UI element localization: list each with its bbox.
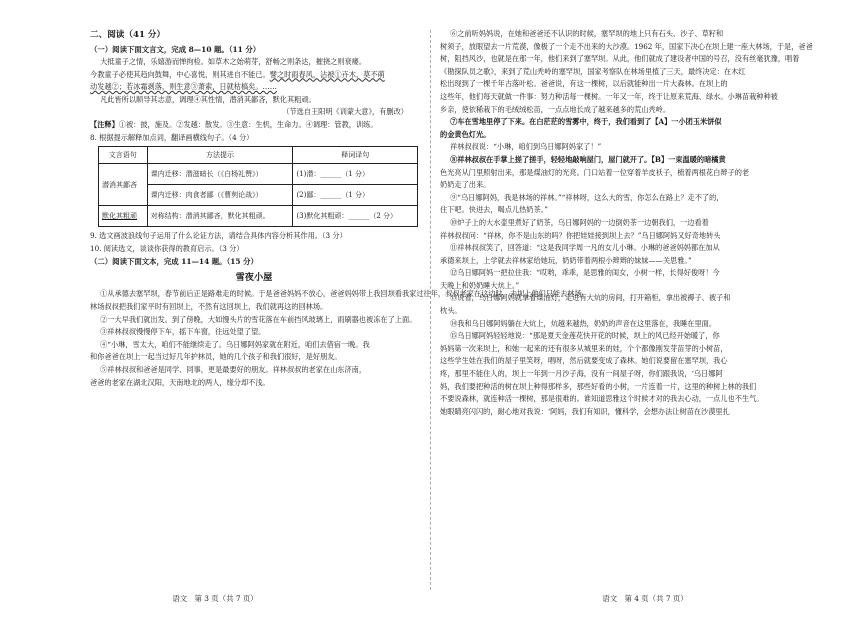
story-line: ⑪祥林叔叔笑了，回答道：“这是我同学周一凡的女儿小琳。小琳的爸爸妈妈都在加从 [450, 243, 720, 253]
table-cell-hint: 对称结构：潜消其鄙吝，默化其粗顽。 [147, 206, 293, 227]
story-line: 疼，那里不能住人的，坝上一年到一月沙子海，没有一间屋子呀，你们跟我说，‘乌日娜阿 [440, 369, 723, 379]
part2-heading: （二）阅读下面文本，完成 11—14 题。（15 分） [90, 257, 258, 267]
story-line: 祥林叔叔说：“小琳，咱们到乌日娜阿妈家了！” [450, 142, 602, 152]
story-paragraph: ④“小琳，雪太大，咱们不能继续走了。乌日娜阿妈家就在附近，咱们去借宿一晚。我 [100, 339, 370, 349]
page-footer: 语文 第 3 页（共 7 页） [172, 594, 258, 603]
table-cell-hint: 课内迁移：潜滋暗长（《白杨礼赞》） [147, 164, 293, 185]
classical-line: 今教童子必使其趋向鼓舞，中心喜悦，则其进自不能已。譬之时雨春风，沾被①卉木，莫不萌 [90, 69, 385, 79]
table-cell-hint: 课内迁移：肉食者鄙（《曹刿论战》） [147, 185, 293, 206]
story-line: 树，阻挡风沙，也就是在那一年，他们来到了塞罕坝。从此，他们就成了建设者中国的号召，没有丝毫犹豫，唱着 [440, 54, 800, 64]
classical-line [90, 94, 418, 107]
question-10: 10. 阅读选文，谈谈你获得的教育启示。（3 分） [90, 243, 244, 253]
story-line: 树须子，放眼望去一片荒漠，像极了一个走不出来的大沙漠。1962 年，国家下决心在坝上建一座大林场，于是，爸爸 [440, 41, 813, 51]
answer-table [98, 146, 418, 227]
story-line: 祥林叔叔问：“祥林，你不是山东的吗？你把娃娃接到坝上去？”乌日娜阿妈又好奇地转头 [440, 230, 721, 240]
table-cell-phrase: 默化其粗顽 [99, 206, 148, 227]
story-line: 乡亲，使依稀栽下的毛绒绒松苗，一点点地长成了越来越多的荒山秃岭。 [440, 104, 671, 114]
story-line: ⑭我和乌日娜阿妈躺在大炕上，炕越来越热，奶奶的声音在这里落在，我睡在里面。 [450, 318, 717, 328]
story-line: 这些学生娃在我们的屋子里笑呀，唱呀，然后就要变成了森林。她们说要留在塞罕坝，我心 [440, 356, 728, 366]
story-paragraph: ①从承德去塞罕坝，春节前后正是路难走的时候。于是爸爸妈妈不放心，爸爸妈妈带上我回坝看我家过往年，叔叔老家在这边时，去坝上他们只能去林场。 [100, 289, 589, 299]
page-footer: 语文 第 4 页（共 7 页） [602, 594, 688, 603]
table-cell-phrase: 潜消其鄙吝 [99, 164, 148, 206]
story-line: 枕头。 [440, 306, 462, 316]
classical-line-5: 凡此皆所以顺导其志意，调理④其性情，潜消其鄙吝，默化其粗顽。 [100, 94, 316, 104]
table-header: 文言语句 [99, 147, 148, 164]
table-cell-answer[interactable]: (2)鄙：______（1 分） [293, 185, 418, 206]
story-line: ⑫乌日娜阿妈一把拉住我：“哎哟，乖乖，是思雅的闺女，小树一样，长得好俊呀！今 [450, 268, 720, 278]
story-line: 妈，我们要把种活的树在坝上种得那样多，那些好看的小树，一片连着一片，这里的种树上林的我们 [440, 381, 757, 391]
table-cell-answer[interactable]: (3)默化其粗顽：______（2 分） [293, 206, 418, 227]
story-line: ⑬说着，乌日娜阿妈就拿着煤油灯，走进有大炕的房间，打开箱柜，拿出被褥子、被子和 [450, 293, 731, 303]
section-heading: 二、阅读（41 分） [90, 30, 166, 40]
source-citation: （节选自王阳明《训蒙大意》，有删改） [282, 107, 408, 117]
story-line: 色光亮从门里照射出来，那是煤油灯的光亮。门口站着一位穿着羊皮袄子，梳着两根花白辫子的老 [440, 167, 750, 177]
story-line: 承德来坝上，上学就去祥林家给她玩，奶奶带着两根小辫辫的妹妹——关思雅。” [440, 255, 692, 265]
classical-line: 大抵童子之情，乐嬉游而惮拘检。如草木之始萌芽，舒畅之则条达，摧挠之则衰痿。 [100, 57, 367, 66]
notes: 【注释】①被：披，施及。②发越：散发。③生意：生机，生命力。④调理：管教，训练。 [90, 119, 378, 129]
story-line: 不要说森林，就连种活一棵树，那是很难的。谁知道思雅这个时候才对的我去心动，一点儿也不生气。 [440, 394, 764, 404]
story-paragraph: ③祥林叔叔慢慢停下车，摇下车窗，往远处望了望。 [100, 327, 266, 337]
story-title: 雪夜小屋 [235, 272, 273, 284]
table-header: 释词译句 [293, 147, 418, 164]
story-line: 这些年，他们每天就做一件事：努力种活每一棵树。一年又一年，终于让原来荒海、绿水。小琳苗栽种种被 [440, 91, 778, 101]
story-paragraph: 林场叔叔把我们家平时有回坝上，不然有这回坝上，我们就再这的回林场。 [90, 301, 328, 311]
question-9: 9. 选文画波浪线句子运用了什么论证方法，请结合具体内容分析其作用。（3 分） [90, 231, 347, 241]
story-line: 她眼睛亮闪闪的，耐心地对我说：‘阿妈，我们有知识，懂科学，会想办法让树苗在沙漠里扎 [440, 406, 730, 416]
story-paragraph: ⑤祥林叔叔和爸爸是同学、同事，更是最要好的朋友。祥林叔叔的老家在山东济南， [100, 364, 367, 374]
story-line: 奶奶走了出来。 [440, 180, 491, 190]
story-paragraph: 和你爸爸在坝上一起当过好几年护林员，她的几个孩子和我们很好，是好朋友。 [90, 352, 342, 362]
story-paragraph: 爸爸的老家在湖北汉阳，天南地北的两人，缘分却不浅。 [90, 377, 270, 387]
story-paragraph: ②一大早我们就出发。到了傍晚，大如馒头片的雪花落在车前挡风玻璃上，雨刷器也被冻在了上面。 [100, 314, 417, 324]
story-line: ⑨“乌日娜阿妈，我是林场的祥林。”“祥林呀，这么大的雪，你怎么在路上？走不了的， [450, 192, 724, 202]
question-8: 8. 根据提示解释加点词，翻译画横线句子。（4 分） [90, 132, 254, 142]
right-page [430, 0, 860, 624]
part1-heading: （一）阅读下面文言文，完成 8—10 题。（11 分） [90, 45, 261, 54]
story-line-a: ⑦车在雪地里停了下来。在白茫茫的雪雾中，终于，我们看到了【A】一小团玉米饼似 [450, 117, 722, 127]
story-line: 天晚上和奶奶睡大炕上。” [440, 280, 520, 290]
story-line: 妈妈第一次来坝上，和她一起来的还有很多从城里来的娃，个个都像刚发芽苗芽的小树苗， [440, 343, 728, 353]
table-header: 方法提示 [147, 147, 293, 164]
story-line: ⑥之前听妈妈说，在她和爸爸还不认识的时候，塞罕坝的地上只有石头、沙子、草籽和 [450, 29, 724, 38]
story-line: ⑮乌日娜阿妈轻轻地说：“那是夏天金莲花快开花的时候，坝上的风已经开始暖了，你 [450, 331, 720, 341]
story-line: 松出现到了一棵千年古落叶松。爸爸说，有这一棵树，以后就能种出一片大森林。在坝上的 [440, 79, 728, 89]
story-line: ⑩炉子上的大水壶里煮好了奶茶，乌日娜阿妈的一边倒奶茶一边朝我们，一边看着 [450, 217, 709, 227]
story-line: 住下吧。快进去，喝点儿热奶茶。” [440, 205, 548, 215]
story-line: 的金黄色灯光。 [440, 129, 491, 139]
classical-line: 动发越②；若冰霜剥落，则生意③萧索，日就枯槁矣。…… [90, 82, 277, 92]
story-line: 《勘探队员之歌》，来到了荒山秃岭的塞罕坝，国家考察队在林场里植了三天，最终决定：在木红 [440, 66, 746, 76]
story-line-b: ⑧祥林叔叔在手掌上搓了搓手，轻轻地敲响屋门，屋门就开了。【B】一束温暖的暗橘黄 [450, 154, 726, 164]
table-cell-answer[interactable]: (1)潜：______（1 分） [293, 164, 418, 185]
